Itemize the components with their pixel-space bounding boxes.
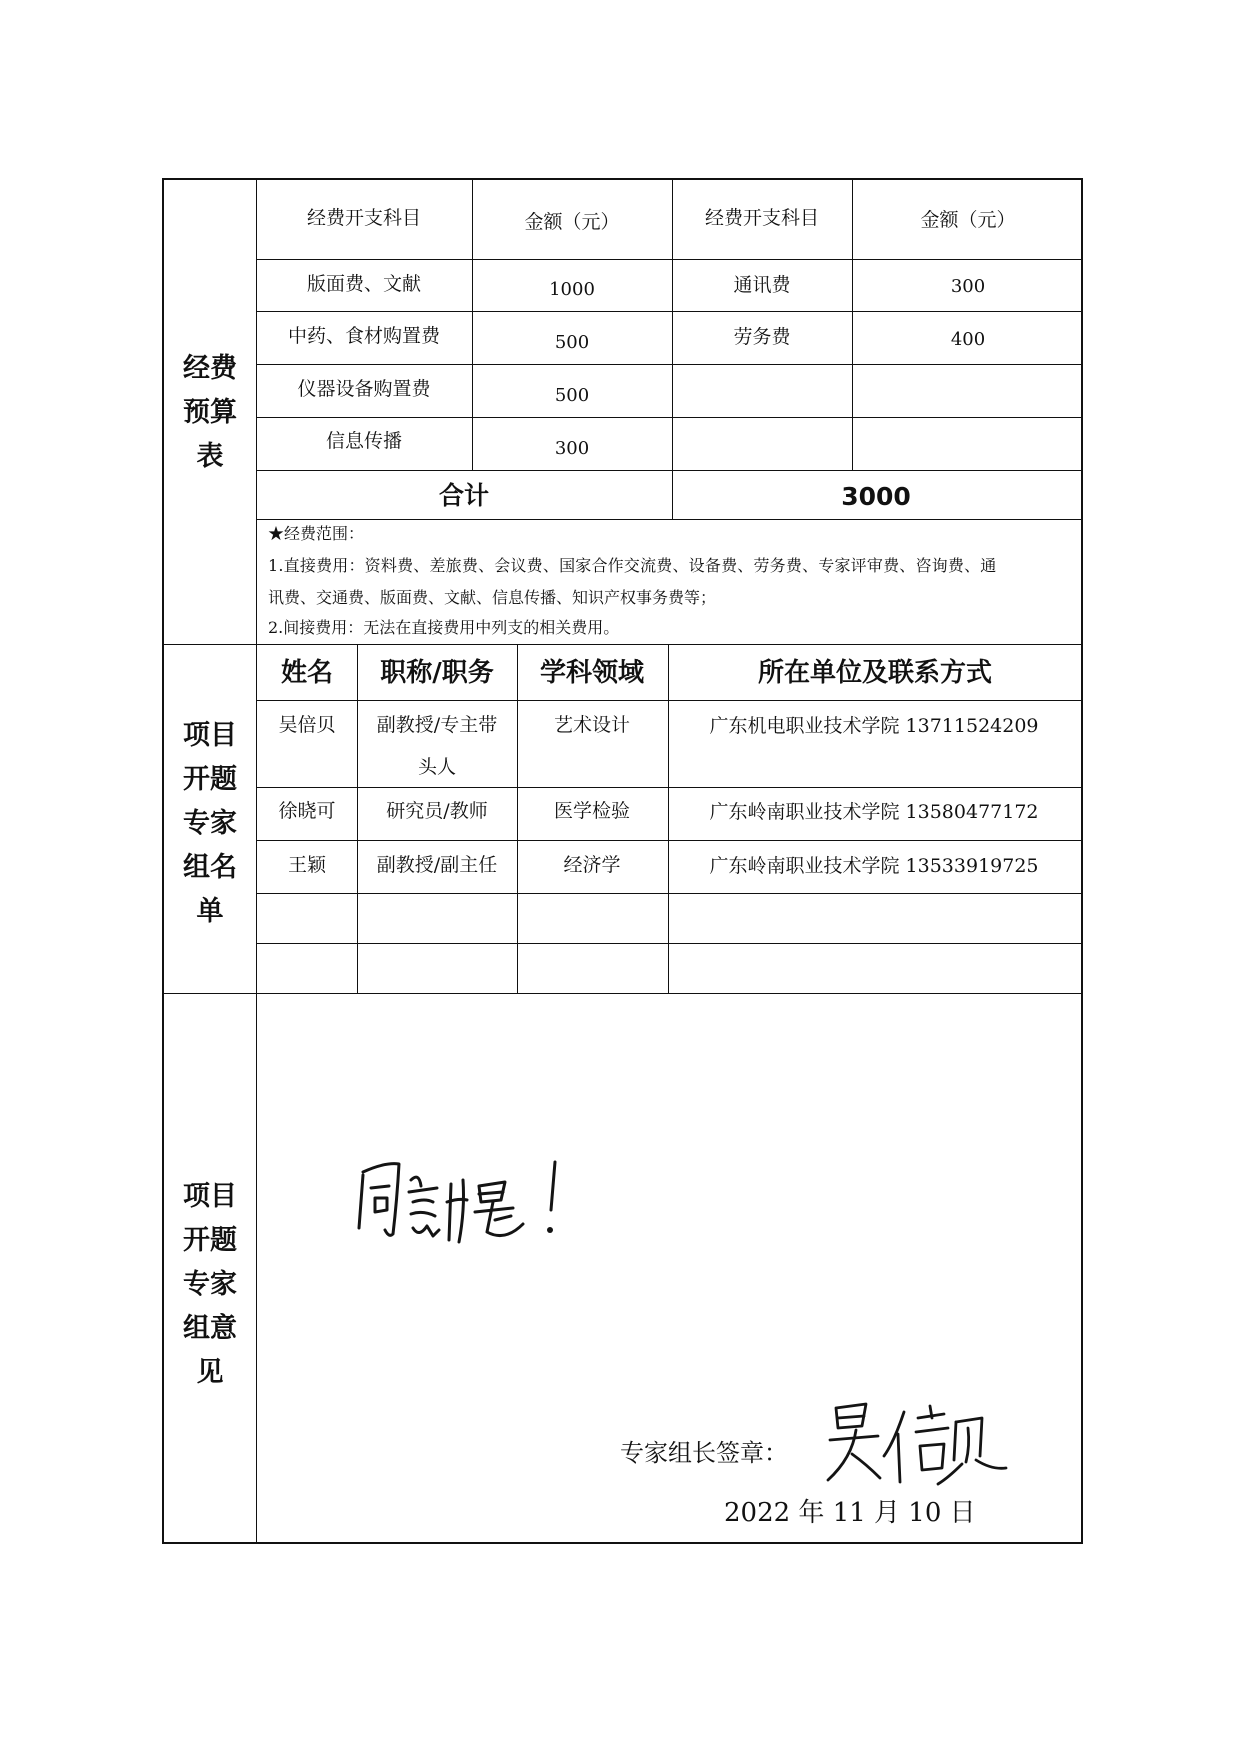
budget-col-line [472,178,473,470]
budget-cell: 信息传播 [325,430,403,452]
expert-unit: 广东岭南职业技术学院 13580477172 [709,801,1039,823]
experts-header-unit: 所在单位及联系方式 [757,658,993,688]
experts-col-line [517,644,518,993]
section-divider [162,993,1083,994]
expert-title: 头人 [417,756,457,778]
budget-scope-line: 2.间接费用：无法在直接费用中列支的相关费用。 [268,618,620,637]
expert-name: 王颖 [287,854,327,876]
expert-unit: 广东岭南职业技术学院 13533919725 [709,855,1039,877]
budget-total-label: 合计 [438,481,490,510]
experts-line [256,943,1083,944]
signature-image [822,1398,1012,1488]
budget-header-item: 经费开支科目 [704,207,820,229]
budget-header-item: 经费开支科目 [306,207,422,229]
expert-name: 徐晓可 [278,800,336,822]
budget-line [256,311,1083,312]
expert-unit: 广东机电职业技术学院 13711524209 [709,715,1039,737]
experts-col-line [668,644,669,993]
experts-line [256,840,1083,841]
expert-title: 副教授/副主任 [376,854,498,876]
expert-title: 研究员/教师 [386,800,488,822]
budget-col-line [852,178,853,470]
expert-field: 医学检验 [553,800,631,822]
budget-cell: 400 [950,329,986,350]
signature-label: 专家组长签章： [620,1439,788,1467]
budget-scope-line: 1.直接费用：资料费、差旅费、会议费、国家合作交流费、设备费、劳务费、专家评审费、咨询费、通 [268,556,997,575]
budget-line [256,519,1083,520]
budget-scope-title: ★经费范围： [268,524,365,543]
budget-total-value: 3000 [841,482,911,511]
budget-cell: 1000 [549,279,595,300]
experts-col-line [357,644,358,993]
budget-col-line [672,178,673,519]
budget-cell: 劳务费 [733,326,791,348]
budget-header-amount: 金额（元） [524,211,620,233]
expert-field: 艺术设计 [553,714,631,736]
left-column-divider [256,178,257,1544]
section-divider [162,644,1083,645]
budget-cell: 仪器设备购置费 [297,378,431,400]
budget-line [256,259,1083,260]
budget-cell: 通讯费 [733,274,791,296]
budget-cell: 300 [554,438,590,459]
budget-line [256,417,1083,418]
expert-field: 经济学 [563,854,621,876]
budget-line [256,364,1083,365]
budget-line [256,470,1083,471]
budget-section-label: 经费 预算 表 [183,353,237,472]
experts-line [256,700,1083,701]
budget-scope-line: 讯费、交通费、版面费、文献、信息传播、知识产权事务费等； [268,588,717,607]
experts-line [256,893,1083,894]
budget-cell: 500 [554,385,590,406]
expert-title: 副教授/专主带 [376,714,498,736]
expert-name: 吴倍贝 [278,714,336,736]
experts-header-field: 学科领域 [539,658,645,688]
handwritten-opinion [355,1150,605,1255]
experts-line [256,787,1083,788]
opinion-date: 2022 年 11 月 10 日 [724,1498,976,1528]
experts-header-name: 姓名 [280,658,334,688]
experts-section-label: 项目 开题 专家 组名 单 [183,720,237,927]
experts-header-title: 职称/职务 [380,658,494,688]
budget-cell: 500 [554,332,590,353]
budget-cell: 版面费、文献 [306,273,422,295]
budget-header-amount: 金额（元） [920,209,1016,231]
opinion-section-label: 项目 开题 专家 组意 见 [183,1181,237,1388]
budget-cell: 300 [950,276,986,297]
budget-cell: 中药、食材购置费 [287,325,441,347]
